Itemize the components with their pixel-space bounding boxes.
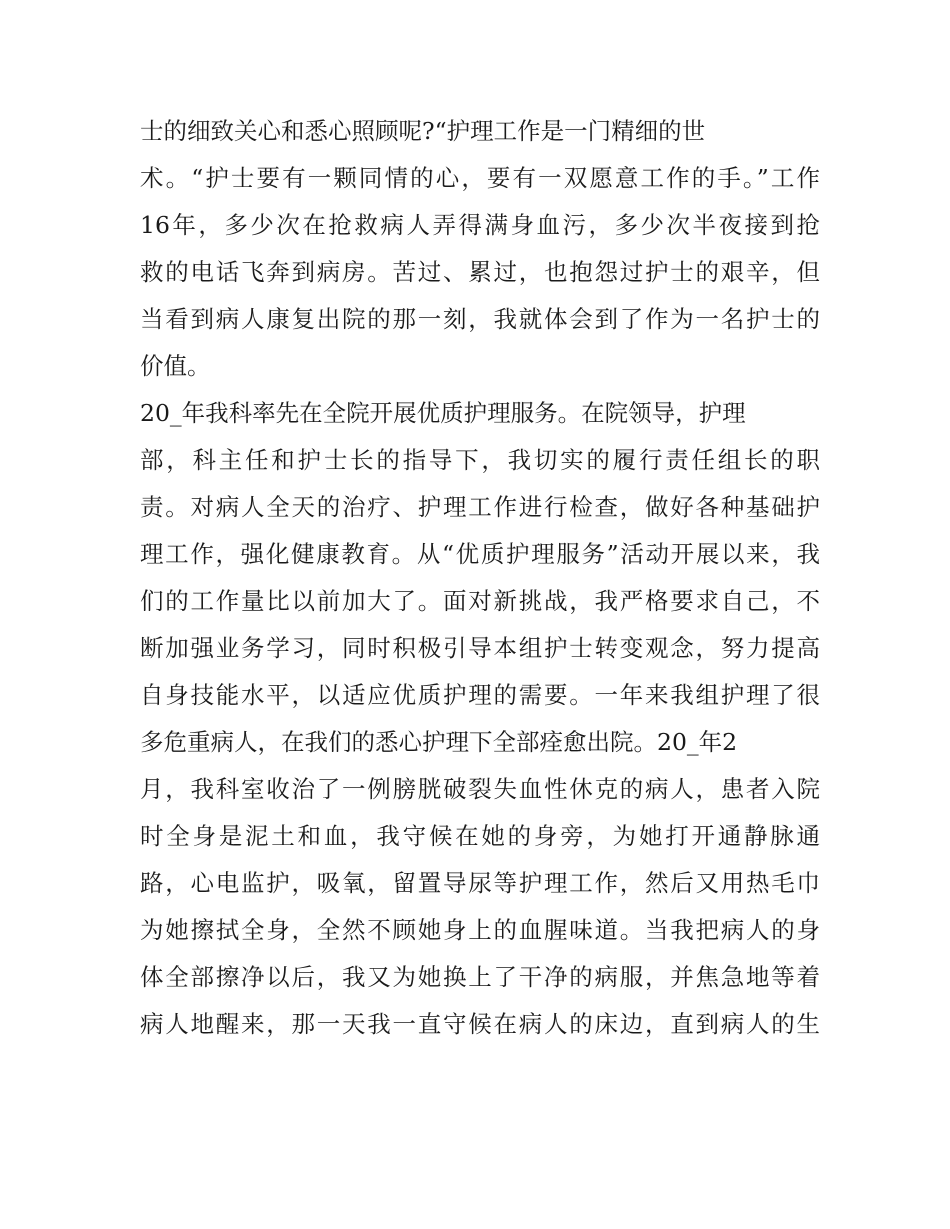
text-line: 20_年我科率先在全院开展优质护理服务。在院领导，护理 [140,399,746,427]
text-line: 多危重病人，在我们的悉心护理下全部痊愈出院。20_年2 [140,728,738,756]
text-line: 断加强业务学习，同时积极引导本组护士转变观念，努力提高 [140,634,820,662]
text-line: 责。对病人全天的治疗、护理工作进行检查，做好各种基础护 [140,493,820,521]
text-line: 体全部擦净以后，我又为她换上了干净的病服，并焦急地等着 [140,963,820,991]
text-line: 士的细致关心和悉心照顾呢?“护理工作是一门精细的世 [140,117,706,145]
text-line: 月，我科室收治了一例膀胱破裂失血性休克的病人，患者入院 [140,775,820,803]
text-line: 当看到病人康复出院的那一刻，我就体会到了作为一名护士的 [140,305,820,333]
text-line: 为她擦拭全身，全然不顾她身上的血腥味道。当我把病人的身 [140,916,820,944]
text-line: 术。“护士要有一颗同情的心，要有一双愿意工作的手。”工作 [140,164,820,192]
text-line: 理工作，强化健康教育。从“优质护理服务”活动开展以来，我 [140,540,820,568]
text-line: 路，心电监护，吸氧，留置导尿等护理工作，然后又用热毛巾 [140,869,820,897]
text-line: 时全身是泥土和血，我守候在她的身旁，为她打开通静脉通 [140,822,820,850]
text-line: 病人地醒来，那一天我一直守候在病人的床边，直到病人的生 [140,1010,820,1038]
text-line: 们的工作量比以前加大了。面对新挑战，我严格要求自己，不 [140,587,820,615]
text-line: 自身技能水平，以适应优质护理的需要。一年来我组护理了很 [140,681,820,709]
text-line: 救的电话飞奔到病房。苦过、累过，也抱怨过护士的艰辛，但 [140,258,820,286]
text-line: 部，科主任和护士长的指导下，我切实的履行责任组长的职 [140,446,820,474]
document-body [140,108,820,1048]
text-line: 16年，多少次在抢救病人弄得满身血污，多少次半夜接到抢 [140,211,820,239]
text-line: 价值。 [140,352,211,380]
